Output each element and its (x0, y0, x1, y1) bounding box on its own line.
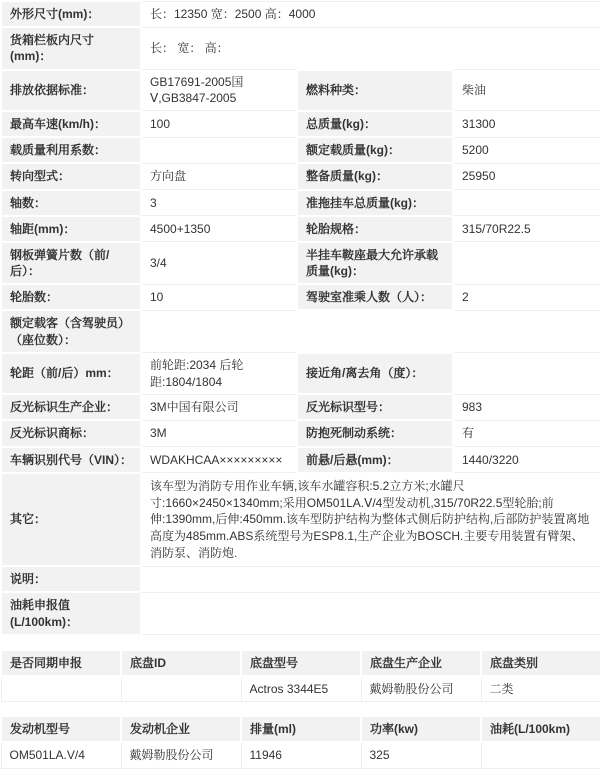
spec-label: 整备质量(kg)： (297, 163, 453, 189)
spec-value (453, 353, 600, 394)
spec-label: 驾驶室准乘人数（人）： (297, 284, 453, 310)
row-exterior-dimensions (1, 1, 600, 27)
table-cell: 二类 (481, 676, 600, 702)
row-axles-trailer-mass (1, 190, 600, 216)
spec-label: 货箱栏板内尺寸(mm)： (1, 27, 141, 69)
spec-label: 额定载客（含驾驶员）（座位数）： (1, 310, 141, 352)
spec-label: 车辆识别代号（VIN）： (1, 447, 141, 473)
spec-value: 长：12350 宽：2500 高：4000 (141, 1, 600, 27)
spec-value: 3 (141, 190, 297, 216)
spec-label: 载质量利用系数： (1, 137, 141, 163)
table-cell (481, 742, 600, 768)
spec-label: 说明： (1, 566, 141, 592)
spec-value (453, 242, 600, 284)
spec-value-other: 该车型为消防专用作业车辆,该车水罐容积:5.2立方米;水罐尺寸:1660×2450×1340mm;采用OM501LA.Ⅴ/4型发动机,315/70R22.5型轮胎;前伸:1390mm,后伸:450mm.该车型防护结构为整体式侧后防护结构,后部防护装置离地高度为485mm.ABS系统型号为ESP8.1,生产企业为BOSCH.主要专用装置有臂架、消防泵、消防炮. (141, 473, 600, 566)
spec-label: 轴距(mm)： (1, 216, 141, 242)
column-header: 底盘ID (121, 650, 241, 676)
chassis-header-row (1, 650, 600, 676)
spec-value (141, 566, 600, 592)
spec-value: 31300 (453, 111, 600, 137)
column-header: 底盘类别 (481, 650, 600, 676)
column-header: 是否同期申报 (1, 650, 121, 676)
row-rated-passengers (1, 310, 600, 352)
column-header: 底盘型号 (241, 650, 361, 676)
row-remarks (1, 566, 600, 592)
spec-value (141, 310, 600, 352)
row-reflector-maker-model (1, 394, 600, 420)
spec-label: 反光标识生产企业： (1, 394, 141, 420)
spec-value: 柴油 (453, 70, 600, 111)
row-track-approach-angle (1, 353, 600, 394)
row-max-speed-total-mass (1, 111, 600, 137)
spec-label: 额定载质量(kg)： (297, 137, 453, 163)
column-header: 底盘生产企业 (361, 650, 481, 676)
spec-value: 2 (453, 284, 600, 310)
spec-label: 轮距（前/后）mm： (1, 353, 141, 394)
spec-label: 半挂车鞍座最大允许承载质量(kg)： (297, 242, 453, 284)
table-cell: Actros 3344E5 (241, 676, 361, 702)
table-cell: 戴姆勒股份公司 (121, 742, 241, 768)
row-load-factor-rated-load (1, 137, 600, 163)
column-header: 发动机型号 (1, 716, 121, 742)
spec-label: 轴数： (1, 190, 141, 216)
spec-value: 4500+1350 (141, 216, 297, 242)
spec-value: 3M中国有限公司 (141, 394, 297, 420)
row-springs-saddle-load (1, 242, 600, 284)
spec-label: 转向型式： (1, 163, 141, 189)
spec-value: 983 (453, 394, 600, 420)
table-cell: 325 (361, 742, 481, 768)
table-cell: OM501LA.V/4 (1, 742, 121, 768)
spec-value: GB17691-2005国Ⅴ,GB3847-2005 (141, 70, 297, 111)
spec-label: 轮胎规格： (297, 216, 453, 242)
spec-value: 315/70R22.5 (453, 216, 600, 242)
row-other (1, 473, 600, 566)
spec-label: 反光标识型号： (297, 394, 453, 420)
spec-label: 反光标识商标： (1, 420, 141, 446)
row-wheelbase-tire-spec (1, 216, 600, 242)
chassis-table (0, 649, 600, 702)
spec-value (453, 190, 600, 216)
spec-label: 轮胎数： (1, 284, 141, 310)
row-tire-count-cab-seats (1, 284, 600, 310)
spec-value (141, 592, 600, 634)
row-reflector-brand-abs (1, 420, 600, 446)
spec-label: 防抱死制动系统： (297, 420, 453, 446)
spec-label: 其它： (1, 473, 141, 566)
spec-value: 有 (453, 420, 600, 446)
spec-value: 10 (141, 284, 297, 310)
spec-value: WDAKHCAA××××××××× (141, 447, 297, 473)
column-header: 功率(kw) (361, 716, 481, 742)
table-cell: 11946 (241, 742, 361, 768)
spec-label: 总质量(kg)： (297, 111, 453, 137)
engine-data-row (1, 742, 600, 768)
column-header: 油耗(L/100km) (481, 716, 600, 742)
table-cell (121, 676, 241, 702)
spec-value: 100 (141, 111, 297, 137)
spec-value: 3/4 (141, 242, 297, 284)
spec-label: 最高车速(km/h)： (1, 111, 141, 137)
column-header: 发动机企业 (121, 716, 241, 742)
row-cargo-box-dimensions (1, 27, 600, 69)
table-cell (1, 676, 121, 702)
spec-value (141, 137, 297, 163)
row-declared-fuel-consumption (1, 592, 600, 634)
engine-header-row (1, 716, 600, 742)
spec-label: 钢板弹簧片数（前/后）： (1, 242, 141, 284)
spec-label: 排放依据标准： (1, 70, 141, 111)
spec-value: 1440/3220 (453, 447, 600, 473)
spec-value: 长： 宽： 高： (141, 27, 600, 69)
row-emission-standard-fuel-type (1, 70, 600, 111)
spec-value: 25950 (453, 163, 600, 189)
spec-value: 5200 (453, 137, 600, 163)
spec-label: 准拖挂车总质量(kg)： (297, 190, 453, 216)
table-cell: 戴姆勒股份公司 (361, 676, 481, 702)
spec-label: 燃料种类： (297, 70, 453, 111)
column-header: 排量(ml) (241, 716, 361, 742)
spec-label: 外形尺寸(mm)： (1, 1, 141, 27)
chassis-data-row (1, 676, 600, 702)
row-steering-curb-mass (1, 163, 600, 189)
spec-label: 接近角/离去角（度）： (297, 353, 453, 394)
spec-value: 前轮距:2034 后轮距:1804/1804 (141, 353, 297, 394)
spec-label: 油耗申报值(L/100km)： (1, 592, 141, 634)
spec-value: 3M (141, 420, 297, 446)
spec-value: 方向盘 (141, 163, 297, 189)
row-vin-overhang (1, 447, 600, 473)
engine-table (0, 715, 600, 768)
spec-label: 前悬/后悬(mm)： (297, 447, 453, 473)
